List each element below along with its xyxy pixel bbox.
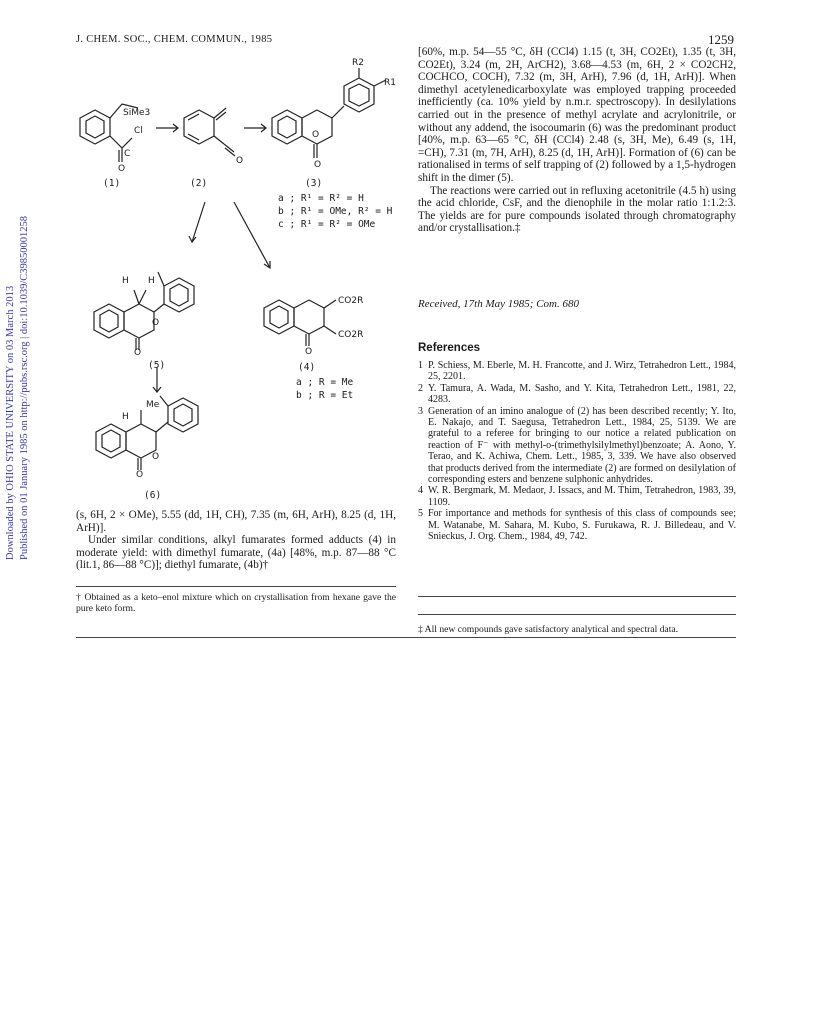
label-compound-1: (1) [103,178,121,189]
atom-o-5a: O [152,318,160,328]
atom-o-3b: O [312,130,320,140]
page-bottom-rule [76,637,736,638]
atom-o-4: O [305,347,313,357]
variant-3c: c ; R¹ = R² = OMe [278,219,376,230]
reference-text: P. Schiess, M. Eberle, M. H. Francotte, and J. Wirz, Tetrahedron Lett., 1984, 25, 2201. [428,360,736,383]
compound-3-structure [272,68,386,158]
variant-4b: b ; R = Et [296,390,354,401]
atom-co2r-2: CO2R [338,330,364,340]
atom-r2: R2 [352,58,364,68]
atom-o-6b: O [136,470,144,480]
atom-o-5b: O [134,348,142,358]
received-line: Received, 17th May 1985; Com. 680 [418,298,579,310]
label-compound-6: (6) [144,490,162,501]
published-line: Published on 01 January 1985 on http://pubs.rsc.org | doi:10.1039/C39850001258 [19,215,30,560]
variant-3a: a ; R¹ = R² = H [278,193,364,204]
reference-5 [418,508,736,542]
atom-h-6: H [122,412,129,422]
reaction-scheme [60,50,410,510]
reference-text: For importance and methods for synthesis of this class of compounds see; M. Watanabe, M. Sahara, M. Kubo, S. Furukawa, R. J. Billedeau, and V. Snieckus, J. Org. Chem., 1984, 49, 742. [428,508,736,543]
reference-number: 1 [418,360,423,371]
arrow-2-to-4 [234,202,270,268]
reference-list [418,360,736,543]
footnote-rule-left [76,586,396,587]
atom-h-5a: H [122,276,129,286]
reference-1 [418,360,736,383]
compound-4-variants [296,376,353,402]
reference-number: 4 [418,485,423,497]
right-para-1: [60%, m.p. 54—55 °C, δH (CCl4) 1.15 (t, 3H, CO2Et), 1.35 (t, 3H, CO2Et), 3.24 (m, 2H, ArCH2), 3.68—4.53 (m, 6H, 2 × CO2CH2, COCHCO, COCH), 7.32 (m, 3H, ArH), 7.96 (d, 1H, ArH)]. When dimethyl acetylenedicarboxylate was employed trapping proceeded inefficiently (ca. 10% yield by n.m.r. spectroscopy). In desilylations carried out in the presence of methyl acrylate and acrylonitrile, or without any addend, the isocoumarin (6) was the predominant product [40%, m.p. 63—65 °C, δH (CCl4) 2.48 (s, 3H, Me), 6.49 (s, 1H, =CH), 7.31 (m, 7H, ArH), 8.25 (d, 1H, ArH)]. Formation of (6) can be rationalised in terms of self trapping of (2) followed by a 1,5-hydrogen shift in the dimer (5). [418,46,736,184]
variant-3b: b ; R¹ = OMe, R² = H [278,206,393,217]
label-compound-2: (2) [190,178,208,189]
reference-3 [418,406,736,486]
footnote-rule-right [418,614,736,615]
reference-2 [418,383,736,406]
atom-sime3: SiMe3 [123,108,151,118]
compound-4-structure [264,300,336,346]
variant-4a: a ; R = Me [296,377,354,388]
atom-o-3a: O [314,160,322,170]
left-footnote: † Obtained as a keto–enol mixture which on crystallisation from hexane gave the pure keto form. [76,592,396,615]
reference-number: 3 [418,405,423,417]
references-heading: References [418,342,481,354]
label-compound-5: (5) [148,360,166,371]
reference-text: Generation of an imino analogue of (2) has been described recently; Y. Ito, E. Nakajo, and T. Saegusa, Tetrahedron Lett., 1984, 25, 5139. We are grateful to a referee for bringing to our notice a related publication on reaction of F⁻ with methyl-o-(trimethylsilylmethyl)benzoate; A. Aono, Y. Terao, and K. Achiwa, Chem. Lett., 1985, 3, 339. We have also observed that products derived from the intermediate (2) are formed on desilylation of corresponding esters and benzene sulphonic anhydrides. [428,405,736,486]
atom-c: C [124,149,131,159]
label-compound-4: (4) [298,362,316,373]
atom-o-6a: O [152,452,160,462]
reference-number: 5 [418,508,423,520]
references-rule [418,596,736,597]
reference-text: W. R. Bergmark, M. Medaor, J. Issacs, and M. Thim, Tetrahedron, 1983, 39, 1109. [428,485,736,508]
page-number: 1259 [708,32,734,47]
atom-o-2: O [236,156,244,166]
atom-co2r-1: CO2R [338,296,364,306]
left-column [76,509,396,572]
running-header: J. CHEM. SOC., CHEM. COMMUN., 1985 [76,34,273,45]
compound-3-variants [278,192,392,231]
right-para-2: The reactions were carried out in refluxing acetonitrile (4.5 h) using the acid chloride, CsF, and the dienophile in the molar ratio 1:1.2:3. The yields are for pure compounds isolated through chromatography and/or crystallisation.‡ [418,184,736,235]
compound-2-structure [184,108,235,156]
right-footnote: ‡ All new compounds gave satisfactory analytical and spectral data. [418,624,679,635]
label-compound-3: (3) [305,178,323,189]
atom-o-1: O [118,164,126,174]
arrow-2-to-5 [192,202,205,242]
atom-me-6: Me [146,400,160,410]
reference-number: 2 [418,382,423,394]
atom-cl: Cl [134,126,143,136]
atom-h-5b: H [148,276,155,286]
atom-r1: R1 [384,78,396,88]
reference-text: Y. Tamura, A. Wada, M. Sasho, and Y. Kita, Tetrahedron Lett., 1981, 22, 4283. [428,382,736,406]
left-para-fumarate: Under similar conditions, alkyl fumarates formed adducts (4) in moderate yield: with dimethyl fumarate, (4a) [48%, m.p. 87—88 °C (lit.1, 86—88 °C)]; diethyl fumarate, (4b)† [76,534,396,572]
compound-5-structure [94,272,194,350]
right-column [418,46,736,235]
download-watermark [4,216,32,560]
left-para-continued: (s, 6H, 2 × OMe), 5.55 (dd, 1H, CH), 7.35 (m, 6H, ArH), 8.25 (d, 1H, ArH)]. [76,509,396,534]
reference-4 [418,485,736,508]
download-line: Downloaded by OHIO STATE UNIVERSITY on 03 March 2013 [5,285,16,560]
